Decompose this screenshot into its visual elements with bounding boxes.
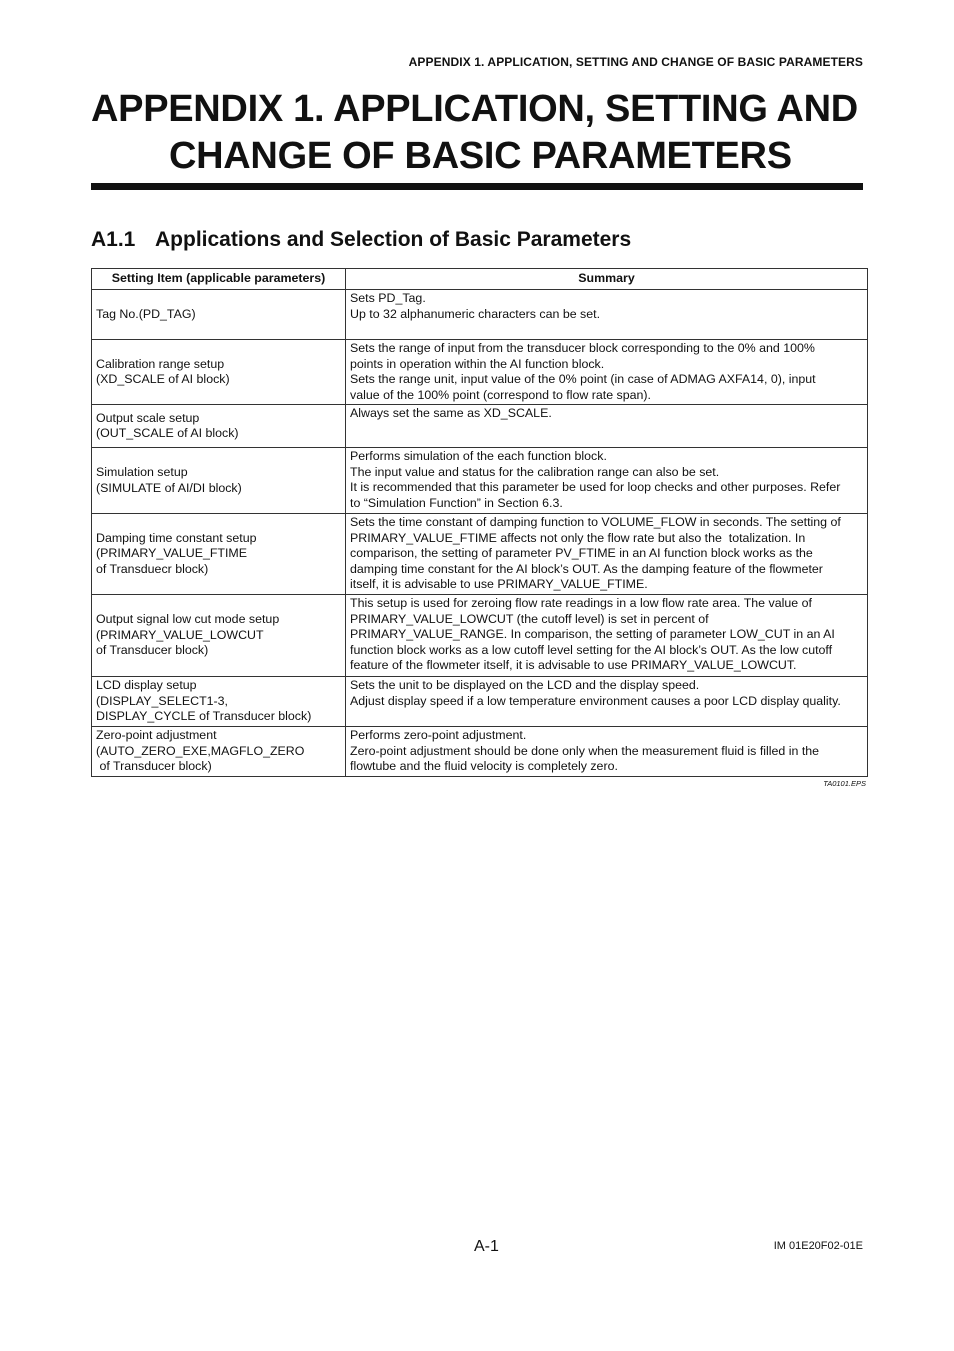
table-row [92,595,868,677]
setting-item-line: (PRIMARY_VALUE_FTIME [96,546,248,561]
summary-line: Performs simulation of the each function block. [350,449,607,463]
summary-line: Performs zero-point adjustment. [350,728,527,742]
summary-line: Zero-point adjustment should be done only when the measurement fluid is filled in the [350,743,820,758]
setting-item-line: (AUTO_ZERO_EXE,MAGFLO_ZERO [96,743,305,758]
summary-line: Adjust display speed if a low temperature environment causes a poor LCD display quality. [350,693,841,708]
setting-item-line: of Transduecr block) [96,561,209,576]
summary-cell [346,340,868,405]
summary-cell [346,727,868,777]
table-row [92,448,868,514]
summary-line: function block works as a low cutoff level setting for the AI block’s OUT. As the low cutoff [350,642,833,657]
setting-item-line: LCD display setup [96,678,197,693]
setting-item-cell [92,595,346,677]
table-row [92,677,868,727]
setting-item-cell [92,340,346,405]
summary-cell [346,514,868,595]
chapter-title [91,86,881,180]
summary-line: value of the 100% point (correspond to flow rate span). [350,387,651,402]
setting-item-line: Output signal low cut mode setup [96,612,280,627]
setting-item-line: (OUT_SCALE of AI block) [96,426,239,440]
summary-line: This setup is used for zeroing flow rate readings in a low flow rate area. The value of [350,596,812,610]
summary-line: Sets the time constant of damping function to VOLUME_FLOW in seconds. The setting of [350,515,841,529]
column-header-setting-item: Setting Item (applicable parameters) [92,269,346,290]
figure-code: TA0101.EPS [823,779,866,788]
summary-line: Sets PD_Tag. [350,291,426,305]
setting-item-cell [92,727,346,777]
setting-item-cell [92,405,346,448]
table-row [92,514,868,595]
column-header-summary: Summary [346,269,868,290]
summary-line: comparison, the setting of parameter PV_FTIME in an AI function block works as the [350,546,813,560]
section-heading [91,228,631,252]
summary-line: Up to 32 alphanumeric characters can be set. [350,306,601,321]
document-id: IM 01E20F02-01E [773,1240,863,1252]
setting-item-line: (XD_SCALE of AI block) [96,372,230,386]
setting-item-line: Output scale setup [96,410,200,425]
parameter-table [91,268,868,777]
summary-cell [346,448,868,514]
setting-item-line: of Transducer block) [96,643,209,658]
summary-line: The input value and status for the calibration range can also be set. [350,464,720,479]
setting-item-line: Simulation setup [96,465,188,479]
summary-line: damping time constant for the AI block’s OUT. As the damping feature of the flowmeter [350,561,823,576]
setting-item-line: of Transducer block) [96,759,212,774]
summary-cell [346,595,868,677]
summary-line: Sets the unit to be displayed on the LCD and the display speed. [350,678,700,692]
setting-item-line: Tag No.(PD_TAG) [96,306,196,321]
summary-cell [346,290,868,340]
summary-line: PRIMARY_VALUE_LOWCUT (the cutoff level) is set in percent of [350,611,709,626]
summary-line: Always set the same as XD_SCALE. [350,406,552,420]
setting-item-cell [92,290,346,340]
section-title: Applications and Selection of Basic Parameters [155,228,632,251]
title-rule [91,183,863,190]
table-row [92,290,868,340]
summary-line: PRIMARY_VALUE_FTIME affects not only the flow rate but also the totalization. In [350,530,806,545]
setting-item-cell [92,514,346,595]
page-number: A-1 [474,1238,499,1255]
chapter-title-line-1: APPENDIX 1. APPLICATION, SETTING AND [91,88,858,130]
summary-line: It is recommended that this parameter be used for loop checks and other purposes. Refer [350,480,841,494]
summary-line: Sets the range of input from the transducer block corresponding to the 0% and 100% [350,341,815,355]
setting-item-line: DISPLAY_CYCLE of Transducer block) [96,709,312,724]
table-body [92,290,868,777]
running-header: APPENDIX 1. APPLICATION, SETTING AND CHANGE OF BASIC PARAMETERS [408,55,863,69]
chapter-title-line-2: CHANGE OF BASIC PARAMETERS [169,135,792,177]
summary-line: Sets the range unit, input value of the 0% point (in case of ADMAG AXFA14, 0), input [350,372,816,386]
table-row [92,727,868,777]
summary-cell [346,405,868,448]
setting-item-cell [92,448,346,514]
summary-line: flowtube and the fluid velocity is completely zero. [350,759,618,773]
setting-item-cell [92,677,346,727]
summary-line: points in operation within the AI function block. [350,356,605,371]
summary-line: to “Simulation Function” in Section 6.3. [350,495,563,510]
table-row [92,405,868,448]
setting-item-line: (PRIMARY_VALUE_LOWCUT [96,627,264,642]
table-header-row [92,269,868,290]
setting-item-line: (DISPLAY_SELECT1-3, [96,693,228,708]
setting-item-line: (SIMULATE of AI/DI block) [96,480,242,495]
summary-cell [346,677,868,727]
summary-line: feature of the flowmeter itself, it is advisable to use PRIMARY_VALUE_LOWCUT. [350,658,797,672]
setting-item-line: Damping time constant setup [96,530,257,545]
table-row [92,340,868,405]
setting-item-line: Zero-point adjustment [96,728,217,743]
summary-line: PRIMARY_VALUE_RANGE. In comparison, the setting of parameter LOW_CUT in an AI [350,627,835,641]
setting-item-line: Calibration range setup [96,356,225,371]
section-number: A1.1 [91,228,136,251]
summary-line: itself, it is advisable to use PRIMARY_VALUE_FTIME. [350,577,648,591]
